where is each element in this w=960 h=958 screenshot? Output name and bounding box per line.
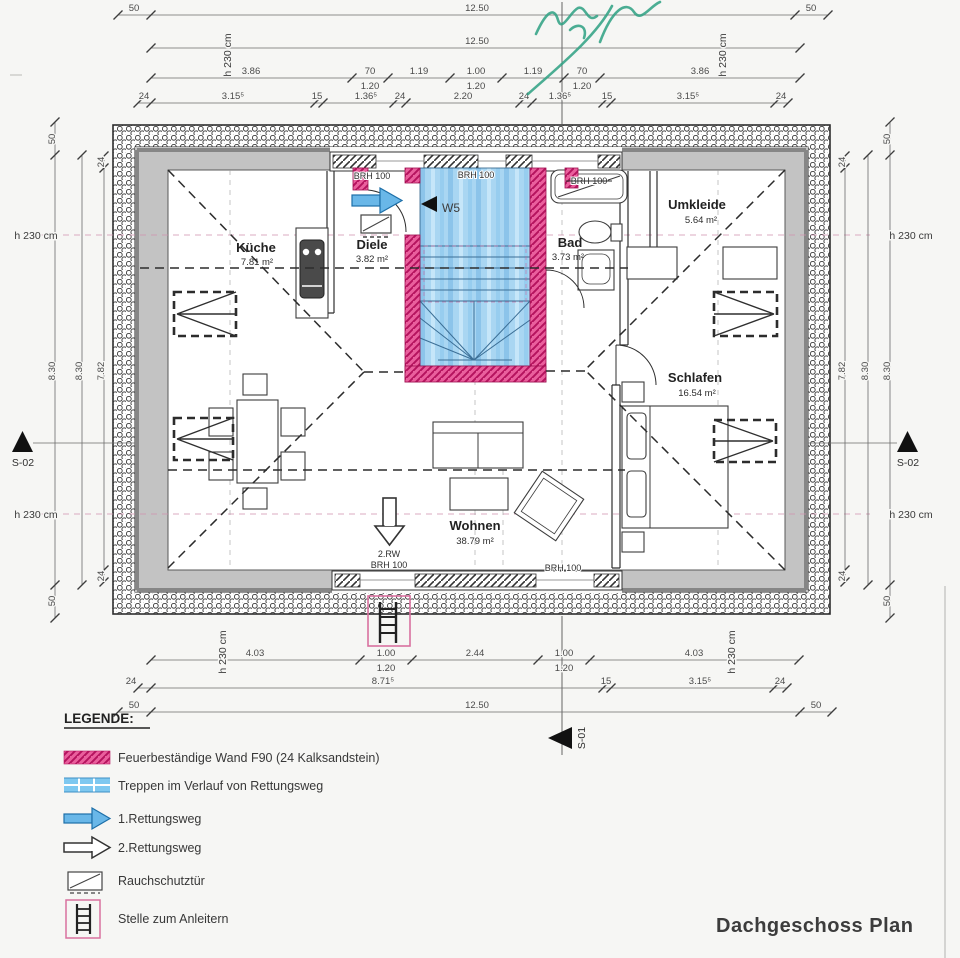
dim-label: 8.30 (860, 361, 871, 381)
dim-label: 24 (138, 91, 150, 102)
legend-item-label: Treppen im Verlauf von Rettungsweg (118, 779, 324, 793)
height-label: h 230 cm (14, 230, 58, 242)
dim-label: 7.82 (837, 361, 848, 381)
dim-label: 50 (47, 133, 58, 145)
dim-label: 24 (837, 156, 848, 168)
dim-label: 15 (601, 91, 613, 102)
dim-label: 1.36⁵ (354, 91, 378, 102)
room-name-wohnen: Wohnen (449, 518, 501, 533)
dim-label: 4.03 (684, 648, 704, 659)
height-label: h 230 cm (717, 33, 729, 77)
room-area-umkleide: 5.64 m² (684, 215, 718, 226)
room-area-diele: 3.82 m² (355, 254, 389, 265)
dim-label: 50 (128, 700, 140, 711)
dim-label: 15 (600, 676, 612, 687)
bottom-dormer-wall (332, 571, 622, 590)
brh-label: BRH 100 (544, 563, 582, 573)
dim-label: 50 (882, 595, 893, 607)
dim-label: 50 (810, 700, 822, 711)
dim-label: 24 (394, 91, 406, 102)
dim-label: 7.82 (96, 361, 107, 381)
height-label: h 230 cm (217, 630, 229, 674)
dim-label: 1.19 (409, 66, 429, 77)
dim-label: 15 (311, 91, 323, 102)
smoke-door-legend-icon (68, 872, 102, 893)
w5-label: W5 (442, 201, 460, 215)
dim-label: 50 (47, 595, 58, 607)
dim-label: 4.03 (245, 648, 265, 659)
dim-label: 3.15⁵ (221, 91, 245, 102)
height-label: h 230 cm (889, 230, 933, 242)
dim-label: 8.30 (47, 361, 58, 381)
dim-label: 50 (805, 3, 817, 14)
height-label: h 230 cm (222, 33, 234, 77)
dim-label: 50 (128, 3, 140, 14)
dim-label: 8.30 (882, 361, 893, 381)
dim-label: 1.20 (554, 663, 574, 674)
brh-label: BRH 100 (353, 171, 391, 181)
room-name-schlafen: Schlafen (667, 370, 723, 385)
coffee-table (450, 478, 508, 510)
kitchen-unit (296, 228, 328, 318)
height-label: h 230 cm (14, 509, 58, 521)
brh-label: BRH 100 (457, 170, 495, 180)
dim-label: 12.50 (465, 36, 489, 47)
dim-label: 24 (518, 91, 530, 102)
legend-heading: LEGENDE: (64, 711, 134, 726)
room-name-umkleide: Umkleide (668, 197, 726, 212)
dim-label: 24 (96, 156, 107, 168)
room-area-bad: 3.73 m² (551, 252, 585, 263)
dim-label: 8.30 (74, 361, 85, 381)
dim-label: 2.44 (465, 648, 485, 659)
firewall-swatch-icon (64, 751, 110, 764)
legend-item-label: Feuerbeständige Wand F90 (24 Kalksandstein) (118, 751, 380, 765)
dim-label: 24 (96, 570, 107, 582)
room-name-bad: Bad (557, 235, 583, 250)
room-area-kueche: 7.81 m² (240, 257, 274, 268)
section-label-s01: S-01 (576, 726, 588, 750)
dim-label: 3.15⁵ (688, 676, 712, 687)
dim-label: 3.15⁵ (676, 91, 700, 102)
room-area-schlafen: 16.54 m² (678, 388, 716, 399)
dim-label: 8.71⁵ (371, 676, 395, 687)
room-name-kueche: Küche (236, 240, 276, 255)
dim-label: 70 (576, 66, 588, 77)
dim-label: 1.00 (376, 648, 396, 659)
dim-label: 12.50 (465, 700, 489, 711)
plan-title: Dachgeschoss Plan (716, 915, 914, 937)
dim-label: 24 (125, 676, 137, 687)
dim-label: 1.20 (360, 81, 380, 92)
dim-label: 50 (882, 133, 893, 145)
dim-label: 1.20 (466, 81, 486, 92)
stairs-swatch-icon (64, 778, 110, 792)
legend-item-label: 2.Rettungsweg (118, 841, 202, 855)
dim-label: 1.00 (554, 648, 574, 659)
dim-label: 24 (775, 91, 787, 102)
dim-label: 2.20 (453, 91, 473, 102)
section-label-s02: S-02 (896, 457, 920, 469)
height-label: h 230 cm (726, 630, 738, 674)
dim-label: 1.36⁵ (548, 91, 572, 102)
dim-label: 24 (774, 676, 786, 687)
dim-label: 1.20 (572, 81, 592, 92)
bed (622, 382, 728, 552)
dim-label: 1.00 (466, 66, 486, 77)
dim-label: 1.19 (523, 66, 543, 77)
legend-item-label: 1.Rettungsweg (118, 812, 202, 826)
dim-label: 3.86 (690, 66, 710, 77)
section-label-s02: S-02 (11, 457, 35, 469)
dim-label: 24 (837, 570, 848, 582)
legend-item-label: Rauchschutztür (118, 874, 205, 888)
dim-label: 70 (364, 66, 376, 77)
dim-label: 3.86 (241, 66, 261, 77)
brh-label: BRH 100 (370, 560, 408, 570)
legend-item-label: Stelle zum Anleitern (118, 912, 229, 926)
brh-label-struck: BRH 100 (570, 176, 608, 186)
dim-label: 12.50 (465, 3, 489, 14)
height-label: h 230 cm (889, 509, 933, 521)
room-area-wohnen: 38.79 m² (456, 536, 494, 547)
sofa (433, 422, 523, 468)
rw2-label: 2.RW (377, 549, 401, 559)
dim-label: 1.20 (376, 663, 396, 674)
room-name-diele: Diele (356, 237, 388, 252)
